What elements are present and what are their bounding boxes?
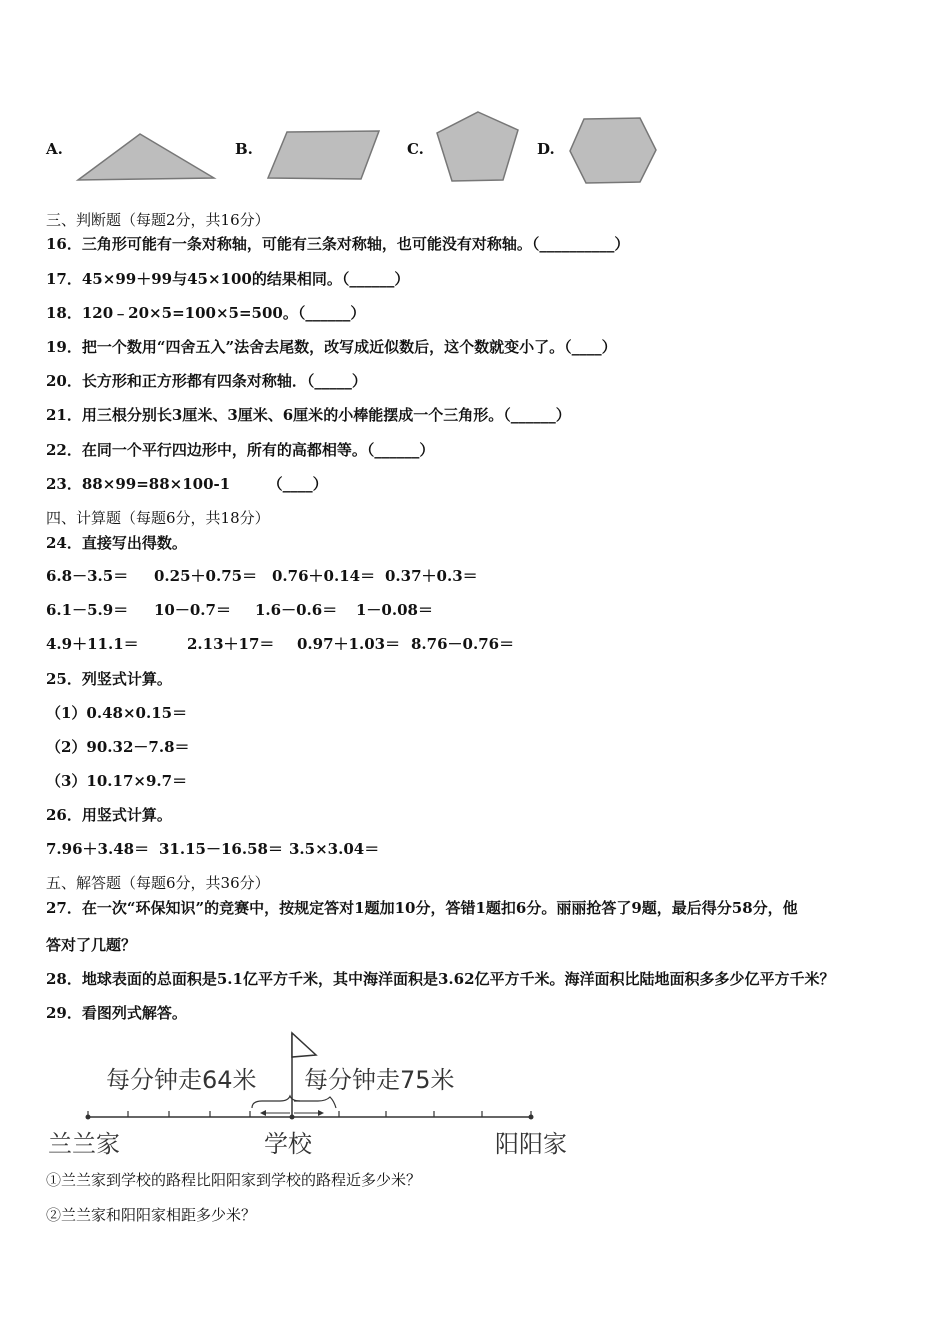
option-d-label: D. — [537, 140, 555, 158]
section4-heading: 四、计算题（每题6分，共18分） — [46, 509, 270, 527]
left-brace — [252, 1096, 300, 1108]
calc-item: 0.25＋0.75＝ — [154, 567, 258, 585]
question-28: 28．地球表面的总面积是5.1亿平方千米，其中海洋面积是3.62亿平方千米。海洋面积比陆地面积多多少亿平方千米？ — [46, 970, 835, 988]
question-27-line2: 答对了几题？ — [46, 936, 137, 954]
question-18: 18．120﹣20×5=100×5=500。（______） — [46, 304, 366, 322]
arrow-right-head — [318, 1110, 324, 1116]
section3-heading: 三、判断题（每题2分，共16分） — [46, 211, 270, 229]
calc-item: 1.6－0.6＝ — [255, 601, 338, 619]
calc-item: 1－0.08＝ — [356, 601, 433, 619]
section5-heading: 五、解答题（每题6分，共36分） — [46, 874, 270, 892]
calc-item: 0.37＋0.3＝ — [385, 567, 478, 585]
home-right-dot — [529, 1115, 534, 1120]
question-20: 20．长方形和正方形都有四条对称轴．（_____） — [46, 372, 367, 390]
question-25-title: 25．列竖式计算。 — [46, 670, 172, 688]
left-speed-label: 每分钟走64米 — [106, 1066, 257, 1094]
home-left-dot — [86, 1115, 91, 1120]
right-brace — [294, 1097, 336, 1108]
option-b-label: B. — [235, 140, 253, 158]
calc-item: 8.76－0.76＝ — [411, 635, 515, 653]
calc-item: 2.13＋17＝ — [187, 635, 275, 653]
triangle-shape — [78, 134, 214, 180]
flag — [292, 1033, 316, 1057]
question-21: 21．用三根分别长3厘米、3厘米、6厘米的小棒能摆成一个三角形。（______） — [46, 406, 571, 424]
question-27-line1: 27．在一次“环保知识”的竞赛中，按规定答对1题加10分，答错1题扣6分。丽丽抢答了9题，最后得分58分，他 — [46, 899, 798, 917]
calc-item: 0.97＋1.03＝ — [297, 635, 401, 653]
option-c-label: C. — [407, 140, 424, 158]
calc-item: 7.96＋3.48＝ — [46, 840, 150, 858]
school-label: 学校 — [264, 1130, 312, 1158]
calc-item: 6.1－5.9＝ — [46, 601, 129, 619]
right-speed-label: 每分钟走75米 — [304, 1066, 455, 1094]
right-home-label: 阳阳家 — [495, 1130, 567, 1158]
pentagon-shape — [437, 112, 518, 181]
sub-question-1: ①兰兰家到学校的路程比阳阳家到学校的路程近多少米？ — [46, 1171, 422, 1189]
school-dot — [290, 1115, 295, 1120]
question-23: 23．88×99=88×100-1 （____） — [46, 475, 328, 493]
parallelogram-shape — [268, 131, 379, 179]
option-a-label: A. — [46, 140, 63, 158]
question-22: 22．在同一个平行四边形中，所有的高都相等。（______） — [46, 441, 435, 459]
hexagon-shape — [570, 118, 656, 183]
q25-item-2: （2）90.32－7.8＝ — [46, 738, 190, 756]
question-26-title: 26．用竖式计算。 — [46, 806, 172, 824]
shape-options-svg — [0, 0, 950, 200]
question-17: 17．45×99＋99与45×100的结果相同。（______） — [46, 270, 410, 288]
calc-item: 31.15－16.58＝ — [159, 840, 283, 858]
calc-item: 3.5×3.04＝ — [289, 840, 380, 858]
calc-item: 0.76＋0.14＝ — [272, 567, 376, 585]
sub-question-2: ②兰兰家和阳阳家相距多少米？ — [46, 1206, 257, 1224]
question-29: 29．看图列式解答。 — [46, 1004, 187, 1022]
q25-item-3: （3）10.17×9.7＝ — [46, 772, 188, 790]
arrow-left-head — [260, 1110, 266, 1116]
calc-item: 10－0.7＝ — [154, 601, 231, 619]
calc-item: 6.8－3.5＝ — [46, 567, 129, 585]
question-19: 19．把一个数用“四舍五入”法舍去尾数，改写成近似数后，这个数就变小了。（____） — [46, 338, 617, 356]
left-home-label: 兰兰家 — [48, 1130, 120, 1158]
question-24-title: 24．直接写出得数。 — [46, 534, 187, 552]
q25-item-1: （1）0.48×0.15＝ — [46, 704, 188, 722]
calc-item: 4.9＋11.1＝ — [46, 635, 139, 653]
question-16: 16．三角形可能有一条对称轴，可能有三条对称轴，也可能没有对称轴。（__________） — [46, 235, 630, 253]
